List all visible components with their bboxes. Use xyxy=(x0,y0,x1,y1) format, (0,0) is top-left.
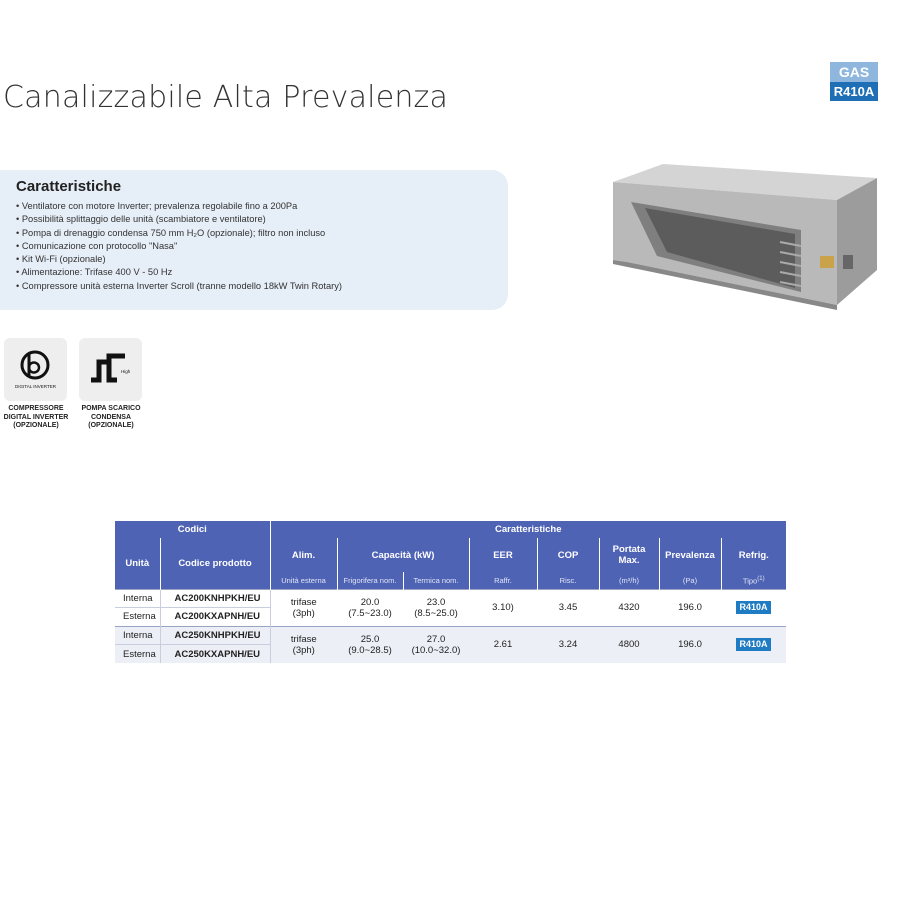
feature-item: • Ventilatore con motore Inverter; prevalenza regolabile fino a 200Pa xyxy=(16,200,492,213)
unit-cell: Interna xyxy=(115,626,160,645)
alim-cell xyxy=(270,626,337,663)
term-cell xyxy=(403,626,469,663)
refrigerant-badge: R410A xyxy=(736,601,770,614)
frig-range: (9.0~28.5) xyxy=(348,644,392,656)
frig-cell xyxy=(337,589,403,626)
sub-term: Termica nom. xyxy=(403,572,469,589)
header-alim: Alim. xyxy=(270,538,337,572)
portata-cell: 4800 xyxy=(599,626,659,663)
sub-frig: Frigorifera nom. xyxy=(337,572,403,589)
digital-inverter-icon xyxy=(4,338,67,401)
gas-label: GAS xyxy=(830,62,878,82)
feature-item: • Kit Wi-Fi (opzionale) xyxy=(16,253,492,266)
sub-cop: Risc. xyxy=(537,572,599,589)
sub-refrig xyxy=(721,572,786,589)
table-row xyxy=(115,626,786,645)
spec-table xyxy=(115,521,786,663)
header-codici: Codici xyxy=(115,521,270,538)
table-row xyxy=(115,589,786,608)
feature-item: • Compressore unità esterna Inverter Scroll (tranne modello 18kW Twin Rotary) xyxy=(16,280,492,293)
product-code-cell: AC250KNHPKH/EU xyxy=(160,626,270,645)
header-portata: Portata Max. xyxy=(599,538,659,572)
gas-badge xyxy=(830,62,878,101)
frig-value: 20.0 xyxy=(360,596,380,608)
sub-eer: Raffr. xyxy=(469,572,537,589)
features-heading: Caratteristiche xyxy=(16,178,122,195)
digital-inverter-glyph xyxy=(4,338,67,401)
portata-cell: 4320 xyxy=(599,589,659,626)
features-panel xyxy=(0,170,508,310)
header-caratteristiche: Caratteristiche xyxy=(270,521,786,538)
header-prevalenza: Prevalenza xyxy=(659,538,721,572)
refrigerant-label: R410A xyxy=(830,82,878,101)
icon-label: COMPRESSORE DIGITAL INVERTER (OPZIONALE) xyxy=(3,405,69,429)
cop-cell: 3.24 xyxy=(537,626,599,663)
header-cop: COP xyxy=(537,538,599,572)
header-refrig: Refrig. xyxy=(721,538,786,572)
drain-pump-glyph xyxy=(79,338,142,401)
refrig-cell xyxy=(721,589,786,626)
icon-label: POMPA SCARICO CONDENSA (OPZIONALE) xyxy=(81,405,141,429)
frig-cell xyxy=(337,626,403,663)
header-capacita: Capacità (kW) xyxy=(337,538,469,572)
product-code-cell: AC200KXAPNH/EU xyxy=(160,608,270,627)
term-range: (10.0~32.0) xyxy=(411,644,461,656)
sub-alim: Unità esterna xyxy=(270,572,337,589)
feature-item: • Possibilità splittaggio delle unità (scambiatore e ventilatore) xyxy=(16,213,492,226)
drain-pump-icon xyxy=(79,338,142,401)
sub-prevalenza: (Pa) xyxy=(659,572,721,589)
product-code-cell: AC200KNHPKH/EU xyxy=(160,589,270,608)
eer-cell: 3.10) xyxy=(469,589,537,626)
icon-caption: DIGITAL INVERTER xyxy=(15,384,56,389)
alim-value: trifase xyxy=(290,596,317,608)
feature-item: • Comunicazione con protocollo "Nasa" xyxy=(16,240,492,253)
feature-item: • Pompa di drenaggio condensa 750 mm H₂O (opzionale); filtro non incluso xyxy=(16,227,492,240)
alim-cell xyxy=(270,589,337,626)
page-title: Canalizzabile Alta Prevalenza xyxy=(3,80,449,115)
prevalenza-cell: 196.0 xyxy=(659,626,721,663)
refrigerant-badge: R410A xyxy=(736,638,770,651)
alim-phase: (3ph) xyxy=(292,644,315,656)
header-unita: Unità xyxy=(115,538,160,589)
ducted-unit-image xyxy=(605,160,877,325)
term-range: (8.5~25.0) xyxy=(414,607,458,619)
alim-phase: (3ph) xyxy=(292,607,315,619)
sub-refrig-text: Tipo xyxy=(742,576,758,585)
unit-cell: Esterna xyxy=(115,645,160,664)
term-value: 23.0 xyxy=(426,596,446,608)
features-list xyxy=(16,200,492,293)
frig-range: (7.5~23.0) xyxy=(348,607,392,619)
icon-caption: High xyxy=(121,369,131,374)
sub-portata: (m³/h) xyxy=(599,572,659,589)
unit-cell: Esterna xyxy=(115,608,160,627)
product-code-cell: AC250KXAPNH/EU xyxy=(160,645,270,664)
prevalenza-cell: 196.0 xyxy=(659,589,721,626)
header-eer: EER xyxy=(469,538,537,572)
cop-cell: 3.45 xyxy=(537,589,599,626)
refrig-cell xyxy=(721,626,786,663)
alim-value: trifase xyxy=(290,633,317,645)
eer-cell: 2.61 xyxy=(469,626,537,663)
feature-item: • Alimentazione: Trifase 400 V - 50 Hz xyxy=(16,266,492,279)
frig-value: 25.0 xyxy=(360,633,380,645)
term-value: 27.0 xyxy=(426,633,446,645)
unit-cell: Interna xyxy=(115,589,160,608)
sub-refrig-note: (1) xyxy=(757,575,765,582)
header-codice: Codice prodotto xyxy=(160,538,270,589)
term-cell xyxy=(403,589,469,626)
